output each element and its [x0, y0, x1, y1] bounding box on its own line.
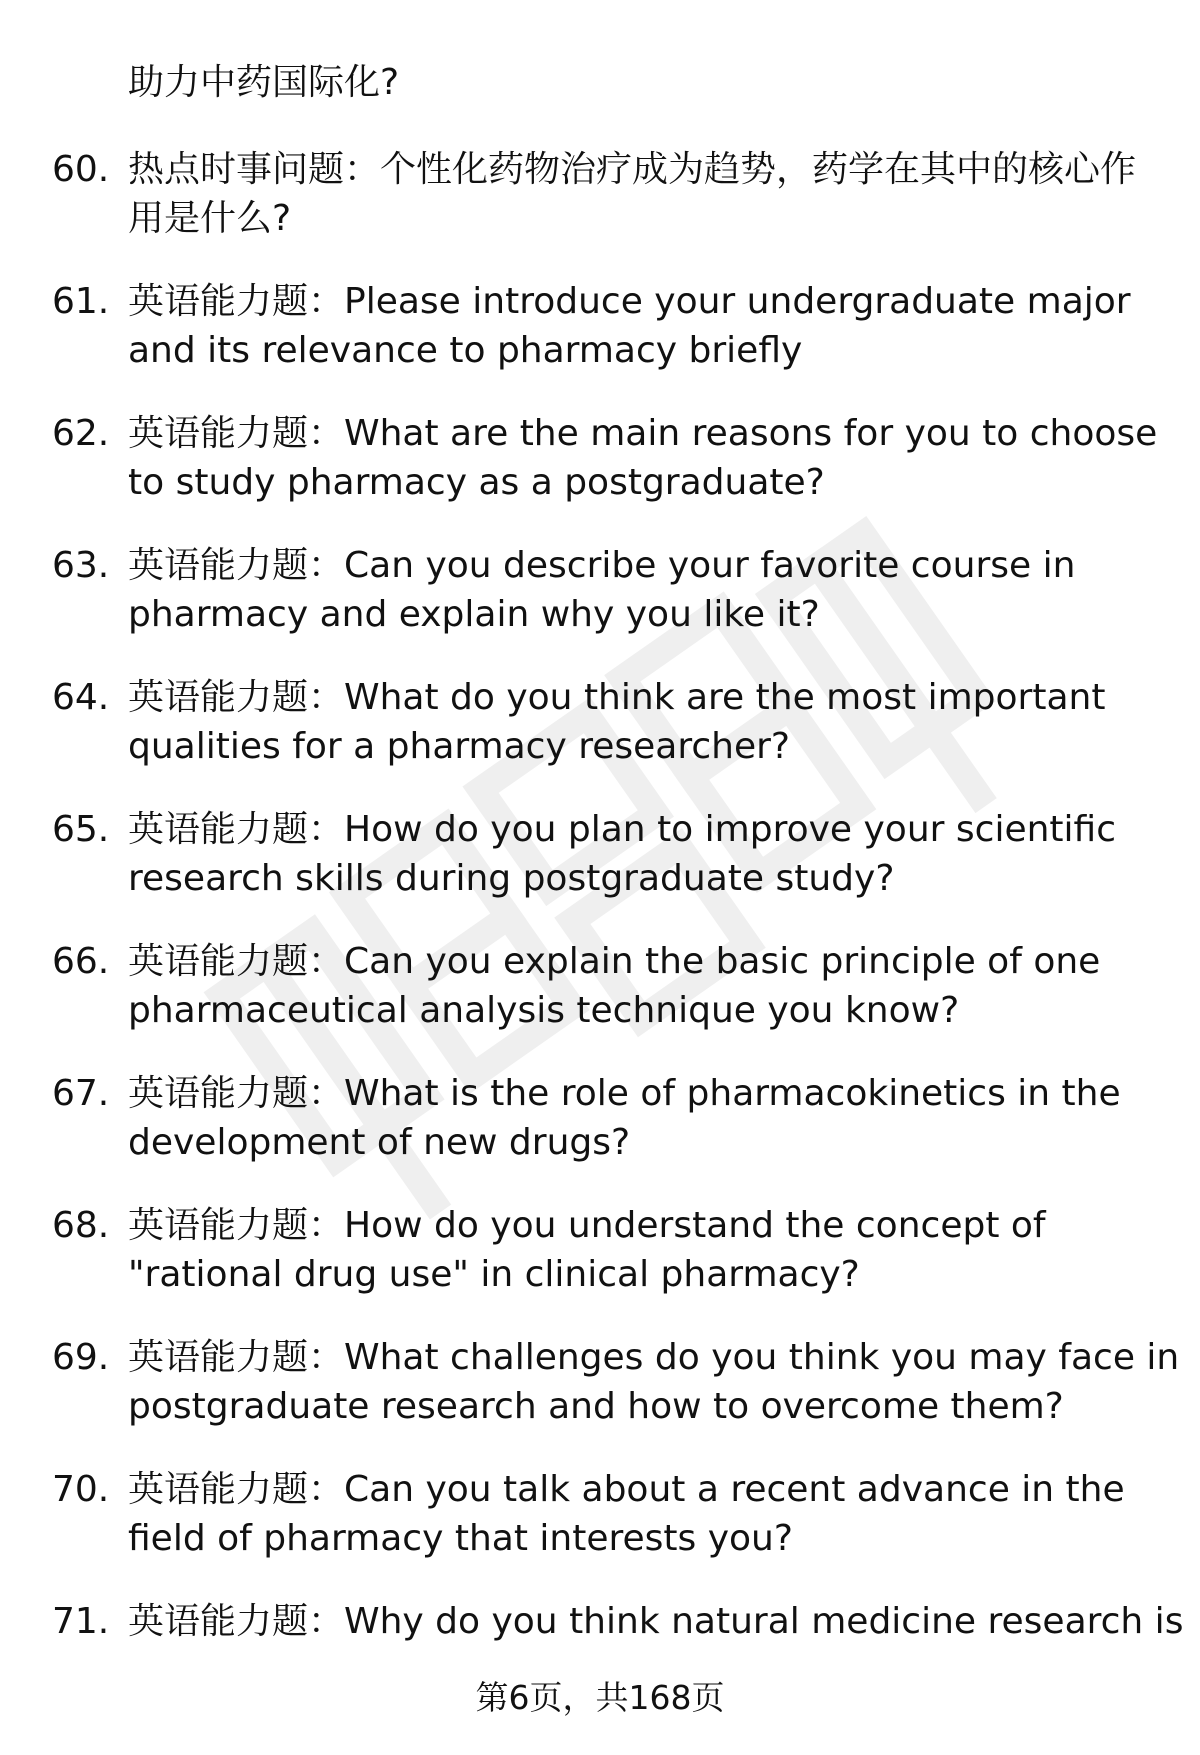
question-text [128, 1333, 1180, 1431]
question-text-line: pharmaceutical analysis technique you know? [128, 990, 960, 1031]
question-item [0, 1333, 1200, 1431]
question-text [128, 145, 1168, 243]
question-text-line: to study pharmacy as a postgraduate? [128, 462, 825, 503]
question-number: 69. [52, 1337, 110, 1378]
question-text-line: 英语能力题：What is the role of pharmacokinetics in the [128, 1073, 1121, 1114]
question-text-line: research skills during postgraduate study? [128, 858, 895, 899]
question-number: 66. [52, 941, 110, 982]
question-text [128, 937, 1168, 1035]
question-number: 70. [52, 1469, 110, 1510]
question-text [128, 409, 1168, 507]
question-number: 67. [52, 1073, 110, 1114]
continuation-text: 助力中药国际化? [128, 62, 400, 103]
question-number: 62. [52, 413, 110, 454]
question-number: 61. [52, 281, 110, 322]
question-text-line: "rational drug use" in clinical pharmacy? [128, 1254, 860, 1295]
question-text-line: field of pharmacy that interests you? [128, 1518, 793, 1559]
question-list [0, 145, 1200, 1729]
question-text [128, 673, 1168, 771]
question-number: 65. [52, 809, 110, 850]
question-item [0, 1201, 1200, 1299]
question-text-line: 英语能力题：Please introduce your undergraduate major [128, 281, 1131, 322]
question-text [128, 1597, 1184, 1646]
question-text-line: 英语能力题：Why do you think natural medicine research is [128, 1601, 1184, 1642]
question-text-line: development of new drugs? [128, 1122, 631, 1163]
question-text [128, 805, 1168, 903]
question-text-line: 英语能力题：What are the main reasons for you to choose [128, 413, 1158, 454]
question-item [0, 541, 1200, 639]
question-text-line: 热点时事问题：个性化药物治疗成为趋势，药学在其中的核心作 [128, 149, 1137, 190]
question-text-line: qualities for a pharmacy researcher? [128, 726, 791, 767]
question-text-line: 用是什么? [128, 198, 292, 239]
question-item [0, 1069, 1200, 1167]
question-item [0, 1465, 1200, 1563]
question-text-line: pharmacy and explain why you like it? [128, 594, 820, 635]
question-text [128, 277, 1168, 375]
question-number: 63. [52, 545, 110, 586]
question-item [0, 673, 1200, 771]
question-text [128, 1069, 1168, 1167]
question-text [128, 541, 1168, 639]
question-item [0, 937, 1200, 1035]
question-text-line: 英语能力题：What do you think are the most important [128, 677, 1106, 718]
question-text-line: 英语能力题：How do you understand the concept of [128, 1205, 1046, 1246]
question-text-line: 英语能力题：How do you plan to improve your scientific [128, 809, 1116, 850]
question-text-line: 英语能力题：Can you describe your favorite course in [128, 545, 1076, 586]
question-text-line: postgraduate research and how to overcome them? [128, 1386, 1064, 1427]
question-text-line: 英语能力题：Can you talk about a recent advance in the [128, 1469, 1125, 1510]
question-text-line: 英语能力题：Can you explain the basic principle of one [128, 941, 1101, 982]
question-item [0, 805, 1200, 903]
question-text-line: and its relevance to pharmacy briefly [128, 330, 803, 371]
question-item [0, 145, 1200, 243]
question-number: 71. [52, 1601, 110, 1642]
question-item [0, 277, 1200, 375]
question-text [128, 1201, 1168, 1299]
question-number: 60. [52, 149, 110, 190]
question-text-line: 英语能力题：What challenges do you think you may face in [128, 1337, 1180, 1378]
question-number: 64. [52, 677, 110, 718]
question-text [128, 1465, 1168, 1563]
question-item [0, 409, 1200, 507]
question-number: 68. [52, 1205, 110, 1246]
page-footer: 第6页，共168页 [475, 1678, 725, 1717]
